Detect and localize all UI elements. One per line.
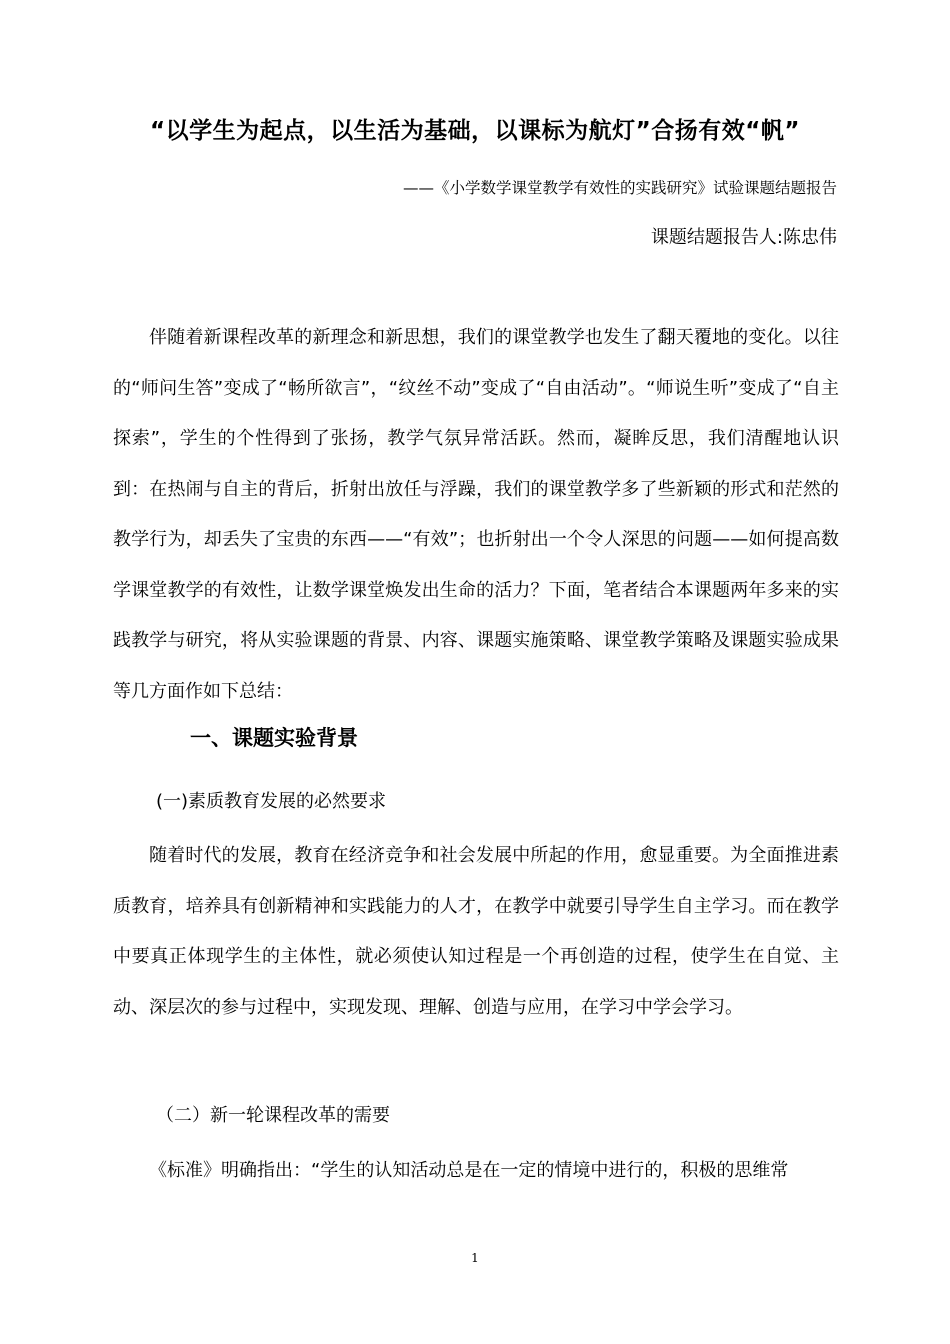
subsection-1-paragraph: 随着时代的发展，教育在经济竞争和社会发展中所起的作用，愈显重要。为全面推进素质教育，培养具有创新精神和实践能力的人才，在教学中就要引导学生自主学习。而在教学中要真正体现学生的主体性，就必须使认知过程是一个再创造的过程，使学生在自觉、主动、深层次的参与过程中，实现发现、理解、创造与应用，在学习中学会学习。 — [113, 845, 839, 1018]
document-title: “以学生为起点，以生活为基础，以课标为航灯”合扬有效“帆” — [150, 118, 800, 144]
section-1-heading: 一、课题实验背景 — [190, 726, 358, 750]
subsection-2-heading: （二）新一轮课程改革的需要 — [156, 1105, 390, 1126]
document-subtitle: ——《小学数学课堂教学有效性的实践研究》试验课题结题报告 — [402, 179, 837, 197]
subsection-2-paragraph: 《标准》明确指出：“学生的认知活动总是在一定的情境中进行的，积极的思维常 — [149, 1160, 789, 1181]
page-number: 1 — [471, 1251, 479, 1265]
reporter-line: 课题结题报告人:陈忠伟 — [650, 227, 837, 248]
intro-paragraph: 伴随着新课程改革的新理念和新思想，我们的课堂教学也发生了翻天覆地的变化。以往的“师问生答”变成了“畅所欲言”，“纹丝不动”变成了“自由活动”。“师说生听”变成了“自主探索”，学生的个性得到了张扬，教学气氛异常活跃。然而，凝眸反思，我们清醒地认识到：在热闹与自主的背后，折射出放任与浮躁，我们的课堂教学多了些新颖的形式和茫然的教学行为，却丢失了宝贵的东西——“有效”；也折射出一个令人深思的问题——如何提高数学课堂教学的有效性，让数学课堂焕发出生命的活力？下面，笔者结合本课题两年多来的实践教学与研究，将从实验课题的背景、内容、课题实施策略、课堂教学策略及课题实验成果等几方面作如下总结： — [113, 327, 839, 702]
subsection-1-heading: (一)素质教育发展的必然要求 — [156, 791, 387, 812]
